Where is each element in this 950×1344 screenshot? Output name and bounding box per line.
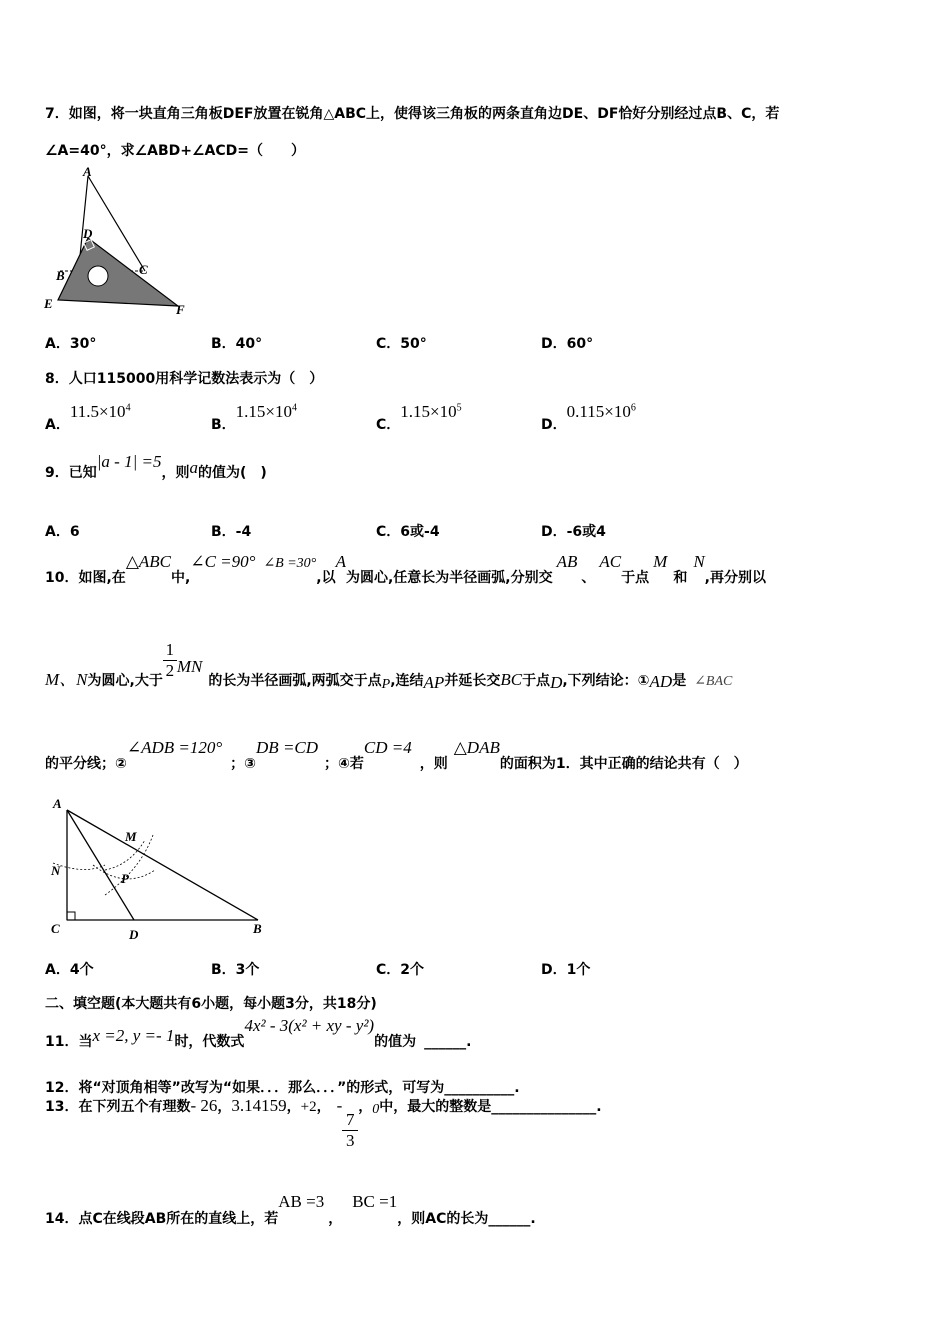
q14-stem: 14．点C在线段AB所在的直线上，若AB =3，BC =1，则AC的长为______. xyxy=(45,1192,536,1227)
q10-label-m: M xyxy=(125,829,137,844)
q10-label-a: A xyxy=(53,796,62,811)
q7-label-a: A xyxy=(83,164,92,179)
q7-stem-line2: ∠A=40°，求∠ABD+∠ACD=（ ） xyxy=(45,143,306,159)
section-2-heading: 二、填空题(本大题共有6小题，每小题3分，共18分) xyxy=(45,996,377,1012)
q10-stem-line3: 的平分线；②∠ADB =120°；③DB =CD；④若CD =4，则△DAB的面积为1．其中正确的结论共有（ ） xyxy=(45,738,748,772)
q14-blank[interactable]: ______ xyxy=(488,1211,531,1227)
q10-stem-line2: M、N为圆心,大于 $\frac{1}{2}$ MN的长为半径画弧,两弧交于点P,连结AP并延长交BC于点D,下列结论：①AD是 ∠BAC xyxy=(45,640,733,692)
q10-label-b: B xyxy=(253,921,262,936)
q10-stem-line1: 10．如图,在△ABC中,∠C =90° ∠B =30°,以A为圆心,任意长为半径画弧,分别交AB、AC于点M和N,再分别以 xyxy=(45,552,766,586)
q13-blank[interactable]: _______________ xyxy=(491,1099,597,1115)
q7-figure xyxy=(40,164,200,318)
q8-stem: 8．人口115000用科学记数法表示为（ ） xyxy=(45,371,324,387)
q7-label-e: E xyxy=(44,296,53,311)
q9-option-d[interactable]: D．-6或4 xyxy=(541,524,606,540)
q10-option-b[interactable]: B．3个 xyxy=(211,962,260,978)
q8-option-d[interactable]: D．$0.115\times 10^6$ xyxy=(541,402,636,433)
q7-label-b: B xyxy=(56,268,65,283)
q7-stem-line1: 7．如图，将一块直角三角板DEF放置在锐角△ABC上，使得该三角板的两条直角边DE、DF恰好分别经过点B、C，若 xyxy=(45,106,780,122)
q8-option-b[interactable]: B．$1.15\times 10^4$ xyxy=(211,402,298,433)
q8-option-a[interactable]: A．$11.5\times 10^4$ xyxy=(45,402,131,433)
q10-label-c: C xyxy=(51,921,60,936)
q10-label-d: D xyxy=(129,927,139,942)
q7-label-f: F xyxy=(176,302,185,317)
q7-label-d: D xyxy=(83,226,93,241)
q9-option-b[interactable]: B．-4 xyxy=(211,524,252,540)
q12-stem: 12．将“对顶角相等”改写为“如果．．．那么．．．”的形式，可写为__________. xyxy=(45,1080,520,1096)
q7-option-b[interactable]: B．40° xyxy=(211,336,263,352)
q12-blank[interactable]: __________ xyxy=(444,1080,515,1096)
q9-stem: 9．已知|a - 1| =5，则a的值为( ) xyxy=(45,452,267,481)
q10-figure xyxy=(45,795,275,945)
q9-option-a[interactable]: A．6 xyxy=(45,524,80,540)
q10-option-d[interactable]: D．1个 xyxy=(541,962,591,978)
q11-stem: 11．当x =2, y =- 1时，代数式4x² - 3(x² + xy - y²)的值为 ______. xyxy=(45,1016,472,1050)
q11-blank[interactable]: ______ xyxy=(424,1034,467,1050)
q10-option-c[interactable]: C．2个 xyxy=(376,962,425,978)
q7-option-d[interactable]: D．60° xyxy=(541,336,594,352)
q10-label-p: P xyxy=(121,871,129,886)
q7-label-c: C xyxy=(139,262,148,277)
q13-stem: 13．在下列五个有理数- 26，3.14159，+2， - $\frac{7}{3}$ ，0中，最大的整数是_______________. xyxy=(45,1096,602,1150)
q7-option-c[interactable]: C．50° xyxy=(376,336,427,352)
q9-option-c[interactable]: C．6或-4 xyxy=(376,524,440,540)
q10-option-a[interactable]: A．4个 xyxy=(45,962,94,978)
q10-label-n: N xyxy=(51,863,61,878)
q8-option-c[interactable]: C．$1.15\times 10^5$ xyxy=(376,402,462,433)
q7-option-a[interactable]: A．30° xyxy=(45,336,97,352)
